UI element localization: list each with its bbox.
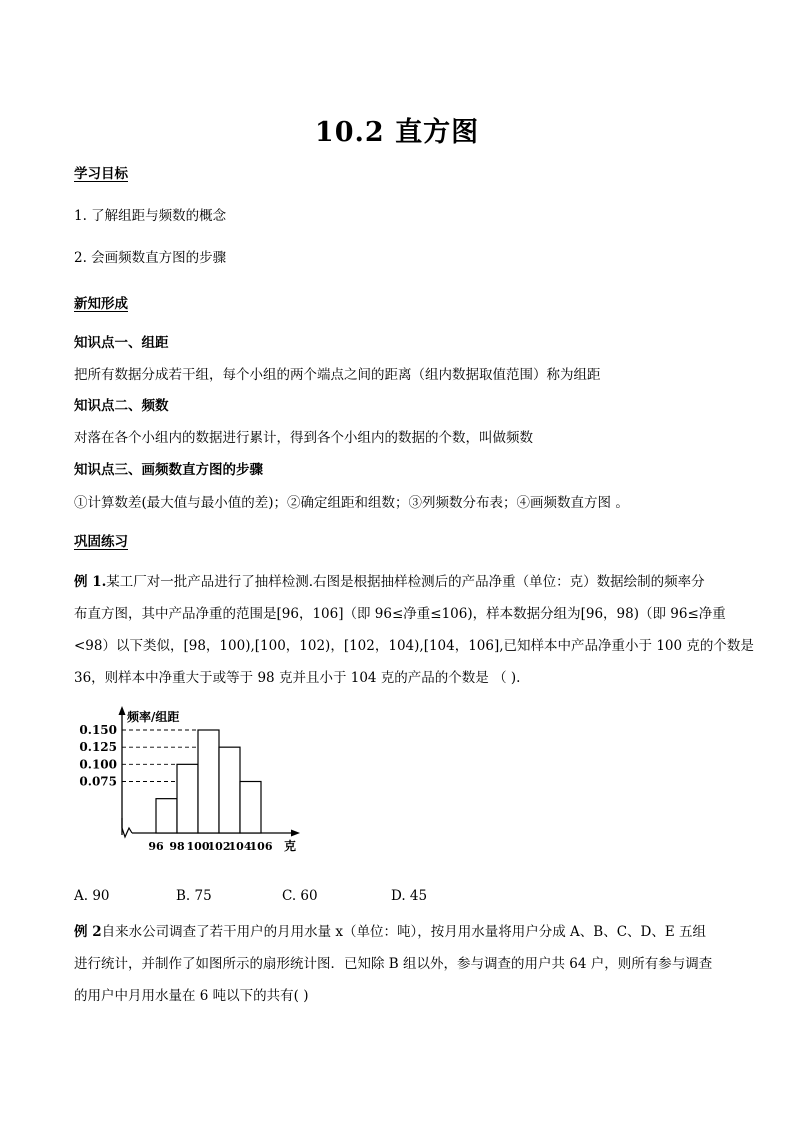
y-axis-arrow bbox=[119, 706, 126, 715]
y-tick-label: 0.125 bbox=[79, 740, 117, 755]
x-tick-label: 100 bbox=[186, 840, 210, 853]
knowledge-point-1-title: 知识点一、组距 bbox=[74, 335, 169, 351]
x-tick-label: 96 bbox=[148, 840, 164, 853]
option-b: B. 75 bbox=[176, 888, 212, 904]
practice-heading: 巩固练习 bbox=[74, 534, 128, 550]
page-title: 10.2 直方图 bbox=[314, 117, 480, 148]
y-axis-label: 频率/组距 bbox=[127, 710, 180, 724]
y-tick-label: 0.075 bbox=[79, 774, 117, 789]
example-2-line-1: 例 2自来水公司调查了若干用户的月用水量 x（单位：吨），按月用水量将用户分成 A、B、C、D、E 五组 bbox=[74, 924, 707, 940]
histogram-bar bbox=[240, 782, 261, 834]
option-c: C. 60 bbox=[282, 888, 318, 904]
knowledge-point-1-text: 把所有数据分成若干组，每个小组的两个端点之间的距离（组内数据取值范围）称为组距 bbox=[74, 367, 601, 383]
example-1-line-4: 36，则样本中净重大于或等于 98 克并且小于 104 克的产品的个数是 （ ). bbox=[74, 670, 521, 686]
new-knowledge-heading: 新知形成 bbox=[74, 296, 128, 312]
knowledge-point-2-title: 知识点二、频数 bbox=[74, 398, 169, 414]
histogram-bar bbox=[219, 747, 240, 833]
x-axis-label: 克 bbox=[284, 839, 297, 853]
example-2-line-2: 进行统计，并制作了如图所示的扇形统计图．已知除 B 组以外，参与调查的用户共 64 户，则所有参与调查 bbox=[74, 956, 713, 972]
histogram-bar bbox=[198, 730, 219, 833]
y-tick-label: 0.100 bbox=[79, 757, 117, 772]
example-2-label: 例 2 bbox=[74, 924, 102, 940]
objective-item-2: 2. 会画频数直方图的步骤 bbox=[74, 250, 227, 266]
knowledge-point-3-text: ①计算数差(最大值与最小值的差)；②确定组距和组数；③列频数分布表；④画频数直方图 。 bbox=[74, 495, 629, 511]
option-a: A. 90 bbox=[74, 888, 110, 904]
axis-break-mark bbox=[122, 818, 132, 837]
example-2-line-3: 的用户中月用水量在 6 吨以下的共有( ) bbox=[74, 988, 309, 1004]
knowledge-point-3-title: 知识点三、画频数直方图的步骤 bbox=[74, 462, 263, 478]
option-d: D. 45 bbox=[391, 888, 428, 904]
x-tick-label: 102 bbox=[207, 840, 231, 853]
x-axis-arrow bbox=[291, 830, 300, 837]
example-1-line-3: <98）以下类似，[98，100),[100，102)，[102，104),[104，106],已知样本中产品净重小于 100 克的个数是 bbox=[74, 638, 754, 654]
histogram-bar bbox=[156, 799, 177, 833]
x-tick-label: 106 bbox=[249, 840, 273, 853]
example-1-label: 例 1. bbox=[74, 574, 107, 590]
example-1-line-1: 例 1.某工厂对一批产品进行了抽样检测.右图是根据抽样检测后的产品净重（单位：克）数据绘制的频率分 bbox=[74, 574, 705, 590]
y-tick-label: 0.150 bbox=[79, 723, 117, 737]
example-1-line-2: 布直方图，其中产品净重的范围是[96，106]（即 96≤净重≤106)，样本数据分组为[96，98)（即 96≤净重 bbox=[74, 606, 726, 622]
frequency-histogram bbox=[70, 700, 310, 860]
x-tick-label: 104 bbox=[228, 840, 252, 853]
x-tick-label: 98 bbox=[169, 840, 185, 853]
objectives-heading: 学习目标 bbox=[74, 166, 128, 182]
histogram-bar bbox=[177, 764, 198, 833]
objective-item-1: 1. 了解组距与频数的概念 bbox=[74, 208, 227, 224]
knowledge-point-2-text: 对落在各个小组内的数据进行累计，得到各个小组内的数据的个数，叫做频数 bbox=[74, 430, 533, 446]
